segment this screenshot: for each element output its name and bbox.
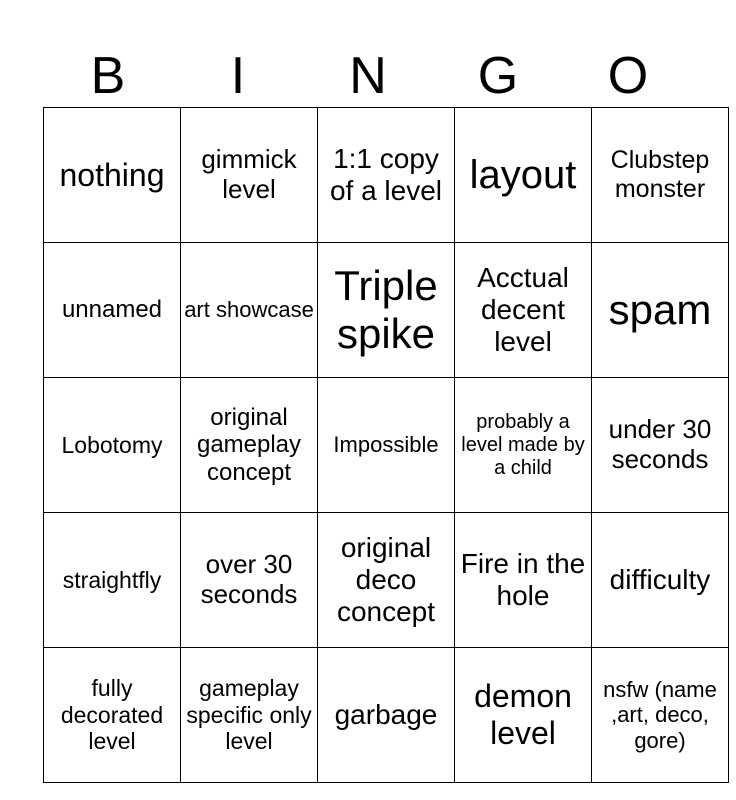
bingo-cell[interactable]: nothing [44,108,181,243]
bingo-cell[interactable]: unnamed [44,243,181,378]
bingo-row [44,108,729,243]
bingo-cell[interactable]: probably a level made by a child [455,378,592,513]
bingo-cell[interactable]: art showcase [181,243,318,378]
header-letter-g: G [477,47,519,105]
bingo-cell[interactable]: demon level [455,648,592,783]
bingo-cell[interactable]: Acctual decent level [455,243,592,378]
bingo-header [43,44,693,108]
bingo-cell[interactable]: under 30 seconds [592,378,729,513]
bingo-cell[interactable]: original deco concept [318,513,455,648]
bingo-cell[interactable]: garbage [318,648,455,783]
bingo-row [44,648,729,783]
bingo-cell[interactable]: over 30 seconds [181,513,318,648]
bingo-cell[interactable]: Impossible [318,378,455,513]
bingo-cell[interactable]: Triple spike [318,243,455,378]
bingo-cell[interactable]: 1:1 copy of a level [318,108,455,243]
header-letter-b: B [90,47,126,105]
bingo-cell[interactable]: difficulty [592,513,729,648]
bingo-grid [43,107,729,783]
bingo-cell[interactable]: nsfw (name ,art, deco, gore) [592,648,729,783]
bingo-row [44,243,729,378]
header-letter-o: O [607,47,649,105]
bingo-cell[interactable]: fully decorated level [44,648,181,783]
header-letter-n: N [349,47,387,105]
bingo-cell[interactable]: original gameplay concept [181,378,318,513]
bingo-cell[interactable]: Clubstep monster [592,108,729,243]
bingo-cell[interactable]: Lobotomy [44,378,181,513]
bingo-cell[interactable]: spam [592,243,729,378]
bingo-cell[interactable]: straightfly [44,513,181,648]
bingo-cell[interactable]: gameplay specific only level [181,648,318,783]
bingo-row [44,513,729,648]
bingo-cell[interactable]: layout [455,108,592,243]
header-letter-i: I [230,47,246,105]
bingo-row [44,378,729,513]
bingo-cell[interactable]: Fire in the hole [455,513,592,648]
bingo-cell[interactable]: gimmick level [181,108,318,243]
